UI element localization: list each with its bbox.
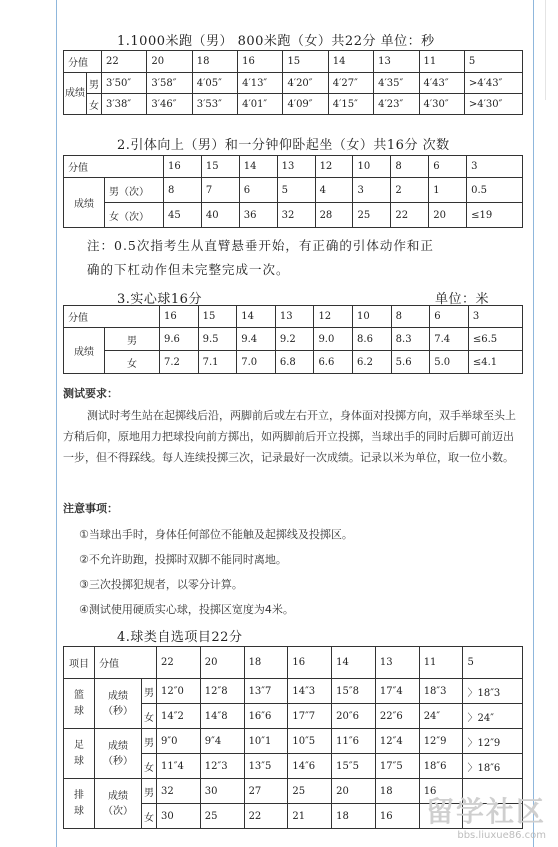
female-value-cell: 4′01″	[238, 94, 283, 115]
male-value-cell: 8.6	[353, 328, 392, 351]
football-female-cell: 11″4	[157, 754, 201, 779]
grade-label: 成绩	[64, 178, 105, 228]
male-value-cell: 8	[164, 178, 202, 203]
basketball-female-cell: 17″7	[288, 704, 332, 729]
score-cell: 15	[198, 306, 237, 328]
female-value-cell: 4′15″	[328, 94, 373, 115]
male-value-cell: >4′43″	[464, 73, 522, 94]
sec2-title: 2.引体向上（男）和一分钟仰卧起坐（女）共16分 次数	[117, 138, 450, 153]
male-value-cell: 4′05″	[192, 73, 237, 94]
pullup-score-table	[63, 155, 523, 228]
female-value-cell: >4′30″	[464, 94, 522, 115]
volleyball-male-cell: 20	[332, 779, 376, 804]
basketball-male-cell: 18″3	[419, 679, 463, 704]
football-male-cell: 〉12″9	[463, 729, 523, 754]
male-value-cell: 4′35″	[374, 73, 419, 94]
female-value-cell: 6.2	[353, 351, 392, 374]
volleyball-name-cell: 排 球	[64, 779, 95, 829]
female-value-cell: 7.2	[160, 351, 199, 374]
male-label: 男	[142, 729, 157, 754]
basketball-female-cell: 〉24″	[463, 704, 523, 729]
score-cell: 20	[147, 51, 192, 73]
watermark-logo: 留学社区	[425, 795, 546, 828]
male-value-cell: 9.4	[237, 328, 276, 351]
male-value-cell: 3′50″	[102, 73, 147, 94]
volleyball-female-cell: 18	[332, 804, 376, 829]
item-label: 项目	[64, 647, 95, 679]
football-male-cell: 12″4	[375, 729, 419, 754]
female-label: 女	[142, 754, 157, 779]
basketball-female-cell: 16″6	[244, 704, 288, 729]
volleyball-female-cell: 16	[375, 804, 419, 829]
shotput-score-table	[63, 305, 523, 374]
score-cell: 11	[419, 51, 464, 73]
football-male-cell: 12″9	[419, 729, 463, 754]
basketball-name-cell: 篮 球	[64, 679, 95, 729]
score-cell: 5	[464, 51, 522, 73]
score-label: 分值	[64, 156, 164, 178]
grade-label: 成绩	[64, 328, 105, 374]
score-cell: 10	[353, 156, 391, 178]
volleyball-male-cell: 16	[419, 779, 463, 804]
male-value-cell: 4′43″	[419, 73, 464, 94]
male-value-cell: 1	[429, 178, 467, 203]
basketball-male-cell: 12″0	[157, 679, 201, 704]
volleyball-male-cell: 27	[244, 779, 288, 804]
football-male-cell: 9″4	[200, 729, 244, 754]
notes-heading: 注意事项：	[63, 502, 118, 515]
score-cell: 12	[315, 156, 353, 178]
female-value-cell: 4′09″	[283, 94, 328, 115]
note-item: ④测试使用硬质实心球，投掷区宽度为4米。	[79, 603, 294, 616]
score-cell: 12	[314, 306, 353, 328]
male-value-cell: 9.2	[275, 328, 314, 351]
female-label: 女	[87, 94, 102, 115]
female-value-cell: 6.6	[314, 351, 353, 374]
male-value-cell: 8.3	[391, 328, 430, 351]
male-value-cell: ≤6.5	[468, 328, 522, 351]
female-value-cell: 3′38″	[102, 94, 147, 115]
score-cell: 14	[332, 647, 376, 679]
score-cell: 13	[277, 156, 315, 178]
volleyball-female-cell: 30	[157, 804, 201, 829]
score-cell: 14	[239, 156, 277, 178]
male-value-cell: 4′20″	[283, 73, 328, 94]
volleyball-female-cell: 25	[200, 804, 244, 829]
sec3-title: 3.实心球16分	[117, 292, 202, 307]
female-value-cell: 40	[201, 203, 239, 228]
score-cell: 18	[192, 51, 237, 73]
watermark-url: bbs.liuxue86.com	[457, 830, 546, 841]
requirements-body: 测试时考生站在起掷线后沿，两脚前后或左右开立，身体面对投掷方向，双手举球至头上方稍后仰，原地用力把球投向前方掷出，如两脚前后开立投掷，当球出手的同时后脚可前迈出一步，但不得踩线。每人连续投掷三次，记录最好一次成绩。记录以米为单位，取一位小数。	[63, 409, 516, 464]
score-label: 分值	[64, 51, 102, 73]
male-value-cell: 3′58″	[147, 73, 192, 94]
score-cell: 22	[157, 647, 201, 679]
score-label: 分值	[64, 306, 160, 328]
female-label: 女	[142, 804, 157, 829]
score-cell: 10	[353, 306, 392, 328]
female-value-cell: 36	[239, 203, 277, 228]
female-value-cell: 4′30″	[419, 94, 464, 115]
male-value-cell: 7	[201, 178, 239, 203]
basketball-male-cell: 15″8	[332, 679, 376, 704]
female-label: 女	[142, 704, 157, 729]
female-value-cell: 4′23″	[374, 94, 419, 115]
female-value-cell: 6.8	[275, 351, 314, 374]
football-male-cell: 9″0	[157, 729, 201, 754]
female-value-cell: 28	[315, 203, 353, 228]
football-name-cell: 足 球	[64, 729, 95, 779]
score-cell: 16	[288, 647, 332, 679]
male-label: 男	[105, 328, 160, 351]
basketball-male-cell: 17″4	[375, 679, 419, 704]
football-female-cell: 14″6	[288, 754, 332, 779]
run-score-table	[63, 50, 523, 115]
male-value-cell: 5	[277, 178, 315, 203]
volleyball-female-cell: 21	[288, 804, 332, 829]
football-male-cell: 11″6	[332, 729, 376, 754]
female-value-cell: 5.0	[430, 351, 469, 374]
female-value-cell: 25	[353, 203, 391, 228]
female-value-cell: 5.6	[391, 351, 430, 374]
football-male-cell: 10″1	[244, 729, 288, 754]
basketball-male-cell: 14″3	[288, 679, 332, 704]
female-value-cell: 22	[391, 203, 429, 228]
male-value-cell: 9.0	[314, 328, 353, 351]
sec4-title: 4.球类自选项目22分	[117, 630, 243, 645]
male-value-cell: 2	[391, 178, 429, 203]
female-value-cell: ≤4.1	[468, 351, 522, 374]
male-value-cell: 9.5	[198, 328, 237, 351]
score-cell: 11	[419, 647, 463, 679]
male-value-cell: 9.6	[160, 328, 199, 351]
score-cell: 13	[375, 647, 419, 679]
score-cell: 5	[463, 647, 523, 679]
male-value-cell: 4′27″	[328, 73, 373, 94]
football-grade-cell: 成绩 （秒）	[95, 729, 142, 779]
male-value-cell: 6	[239, 178, 277, 203]
football-female-cell: 18″6	[419, 754, 463, 779]
male-value-cell: 4′13″	[238, 73, 283, 94]
basketball-male-cell: 12″8	[200, 679, 244, 704]
female-value-cell: 7.1	[198, 351, 237, 374]
pullup-note-line2: 确的下杠动作但未完整完成一次。	[87, 262, 290, 277]
male-label: 男	[142, 779, 157, 804]
volleyball-male-cell: 18	[375, 779, 419, 804]
male-value-cell: 7.4	[430, 328, 469, 351]
pullup-note-line1: 注：0.5次指考生从直臂悬垂开始，有正确的引体动作和正	[87, 238, 434, 253]
female-label: 女（次）	[105, 203, 164, 228]
site-watermark	[426, 790, 546, 841]
female-value-cell: 32	[277, 203, 315, 228]
score-cell: 8	[391, 306, 430, 328]
male-value-cell: 3	[353, 178, 391, 203]
score-cell: 13	[374, 51, 419, 73]
basketball-female-cell: 24″	[419, 704, 463, 729]
requirements-heading: 测试要求：	[63, 387, 118, 400]
score-cell: 3	[468, 306, 522, 328]
basketball-female-cell: 14″8	[200, 704, 244, 729]
football-female-cell: 12″3	[200, 754, 244, 779]
score-cell: 3	[467, 156, 523, 178]
female-value-cell: ≤19	[467, 203, 523, 228]
football-female-cell: 13″5	[244, 754, 288, 779]
grade-label: 成绩	[64, 73, 87, 115]
male-label: 男	[142, 679, 157, 704]
basketball-male-cell: 13″7	[244, 679, 288, 704]
female-value-cell: 7.0	[237, 351, 276, 374]
male-label: 男（次）	[105, 178, 164, 203]
score-cell: 8	[391, 156, 429, 178]
basketball-female-cell: 14″2	[157, 704, 201, 729]
volleyball-male-cell: 32	[157, 779, 201, 804]
score-cell: 16	[160, 306, 199, 328]
football-female-cell: 17″5	[375, 754, 419, 779]
sec1-title: 1.1000米跑（男） 800米跑（女）共22分 单位：秒	[117, 34, 435, 49]
basketball-male-cell: 〉18″3	[463, 679, 523, 704]
volleyball-male-cell: 25	[288, 779, 332, 804]
note-item: ③三次投掷犯规者，以零分计算。	[79, 578, 243, 591]
score-cell: 16	[164, 156, 202, 178]
score-cell: 14	[328, 51, 373, 73]
score-cell: 14	[237, 306, 276, 328]
score-cell: 22	[102, 51, 147, 73]
volleyball-male-cell: 30	[200, 779, 244, 804]
content-frame	[56, 0, 534, 847]
basketball-female-cell: 20″6	[332, 704, 376, 729]
score-cell: 6	[430, 306, 469, 328]
score-cell: 18	[244, 647, 288, 679]
female-value-cell: 3′46″	[147, 94, 192, 115]
volleyball-grade-cell: 成绩 （次）	[95, 779, 142, 829]
female-value-cell: 20	[429, 203, 467, 228]
female-value-cell: 3′53″	[192, 94, 237, 115]
note-item: ①当球出手时，身体任何部位不能触及起掷线及投掷区。	[79, 528, 353, 541]
score-cell: 15	[201, 156, 239, 178]
score-cell: 15	[283, 51, 328, 73]
male-label: 男	[87, 73, 102, 94]
football-female-cell: 〉18″6	[463, 754, 523, 779]
note-item: ②不允许助跑，投掷时双脚不能同时离地。	[79, 553, 287, 566]
score-cell: 6	[429, 156, 467, 178]
sec3-unit: 单位：米	[435, 292, 490, 307]
score-cell: 16	[238, 51, 283, 73]
female-label: 女	[105, 351, 160, 374]
basketball-female-cell: 22″6	[375, 704, 419, 729]
basketball-grade-cell: 成绩 （秒）	[95, 679, 142, 729]
football-female-cell: 15″5	[332, 754, 376, 779]
score-cell: 13	[275, 306, 314, 328]
female-value-cell: 45	[164, 203, 202, 228]
score-cell: 20	[200, 647, 244, 679]
male-value-cell: 4	[315, 178, 353, 203]
score-label: 分值	[95, 647, 157, 679]
side-scroll-rail	[545, 0, 558, 100]
volleyball-female-cell: 22	[244, 804, 288, 829]
football-male-cell: 10″5	[288, 729, 332, 754]
male-value-cell: 0.5	[467, 178, 523, 203]
